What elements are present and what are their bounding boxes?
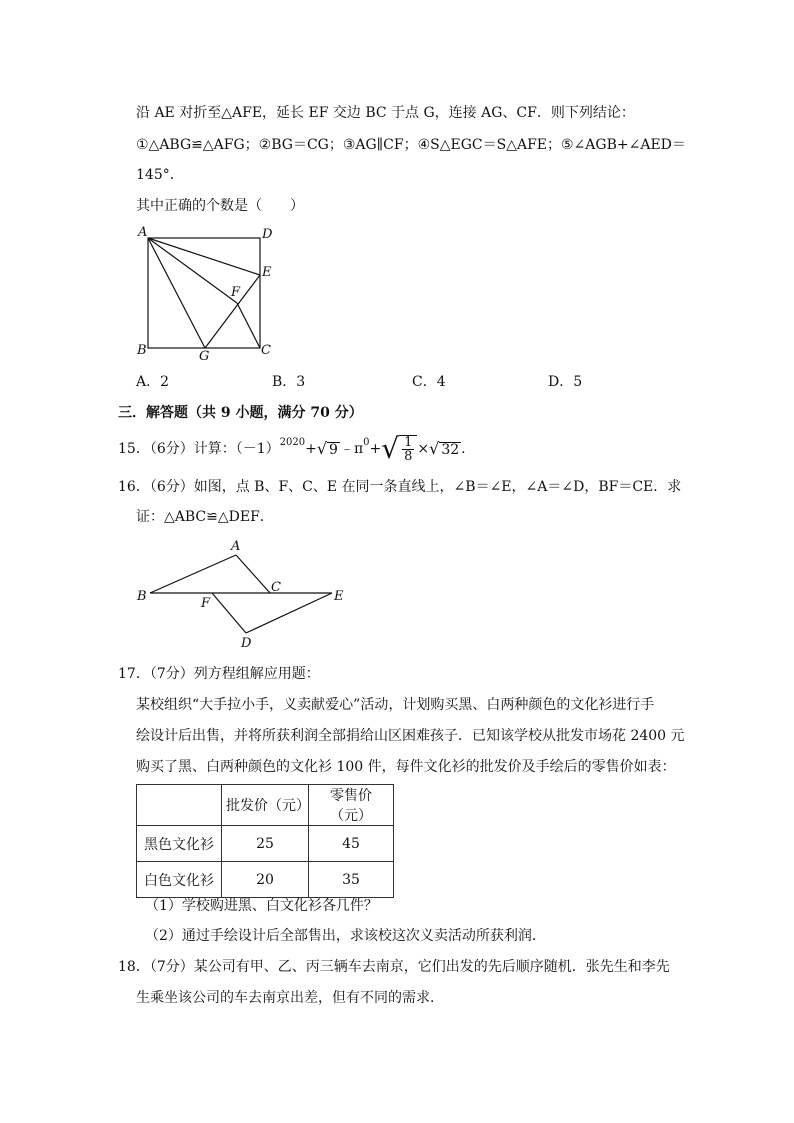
fig16-label-b: B [137, 589, 147, 604]
q14-option-c: C．4 [412, 374, 446, 390]
q17-sub2: （2）通过手绘设计后全部售出，求该校这次义卖活动所获利润． [145, 928, 546, 944]
q14-line4: 其中正确的个数是（ ） [136, 198, 304, 214]
q15-plus2: + [369, 441, 382, 457]
fig16-label-f: F [201, 596, 211, 611]
fig16-label-c: C [271, 580, 281, 595]
q16-line2: 证：△ABC≌△DEF． [136, 509, 274, 525]
q14-option-a: A．2 [136, 374, 170, 390]
table-row [137, 826, 394, 862]
q17-line2: 某校组织“大手拉小手，义卖献爱心”活动，计划购买黑、白两种颜色的文化衫进行手 [136, 697, 655, 713]
q14-option-b: B．3 [272, 374, 306, 390]
q16-line1: 16．（6分）如图，点 B、F、C、E 在同一条直线上，∠B＝∠E，∠A＝∠D，BF＝CE．求 [118, 479, 682, 495]
table-cell: 黑色文化衫 [137, 826, 222, 862]
table-header-cell: 批发价（元） [222, 785, 309, 826]
q14-line1: 沿 AE 对折至△AFE，延长 EF 交边 BC 于点 G，连接 AG、CF．则下列结论： [136, 105, 635, 121]
fig16-label-e: E [334, 589, 344, 604]
table-header-cell [137, 785, 222, 826]
q14-option-d: D．5 [548, 374, 583, 390]
label-e: E [262, 265, 272, 280]
frac-numerator: 1 [404, 435, 413, 450]
q18-line1: 18．（7分）某公司有甲、乙、丙三辆车去南京，它们出发的先后顺序随机．张先生和李先 [118, 959, 670, 975]
q14-line3: 145°． [136, 167, 184, 183]
q15-exponent: 2020 [279, 437, 306, 448]
label-c: C [261, 343, 271, 358]
label-b: B [137, 343, 147, 358]
q17-line4: 购买了黑、白两种颜色的文化衫 100 件，每件文化衫的批发价及手绘后的零售价如表： [136, 759, 676, 775]
q15-pi-exponent: 0 [363, 437, 370, 448]
q15-prefix: 15．（6分）计算：（－1） [118, 441, 280, 457]
frac-denominator: 8 [404, 449, 413, 464]
table-cell: 20 [222, 862, 309, 898]
table-cell: 35 [309, 862, 394, 898]
q15-plus1: + [305, 441, 317, 457]
q14-line2: ①△ABG≌△AFG；②BG＝CG；③AG∥CF；④S△EGC＝S△AFE；⑤∠AGB+∠AED＝ [136, 137, 686, 153]
fig16-label-a: A [231, 539, 241, 554]
sqrt-9: √ 9 [316, 439, 338, 458]
table-row [137, 862, 394, 898]
q18-line2: 生乘坐该公司的车去南京出差，但有不同的需求． [136, 990, 444, 1006]
table-header-cell: 零售价（元） [309, 785, 394, 826]
q17-line3: 绘设计后出售，并将所获利润全部捐给山区困难孩子．已知该学校从批发市场花 2400 元 [136, 728, 685, 744]
section-3-heading: 三．解答题（共 9 小题，满分 70 分） [118, 405, 363, 421]
table-cell: 白色文化衫 [137, 862, 222, 898]
table-cell: 25 [222, 826, 309, 862]
sqrt-32: √ 32 [429, 439, 460, 458]
fig16-label-d: D [241, 636, 252, 651]
table-header-row [137, 785, 394, 826]
q17-line1: 17．（7分）列方程组解应用题： [118, 666, 320, 682]
table-cell: 45 [309, 826, 394, 862]
label-d: D [262, 227, 273, 242]
q15-minus-pi: ﹣π [339, 441, 364, 457]
label-g: G [199, 349, 210, 364]
sqrt-fraction: √ $\frac{1}{8}$ [381, 435, 417, 463]
price-table [136, 784, 394, 898]
q17-sub1: （1）学校购进黑、白文化衫各几件？ [145, 898, 378, 914]
q15-end: . [461, 441, 466, 457]
q15-times: × [417, 441, 430, 457]
q15-expression [118, 434, 466, 464]
label-a: A [138, 225, 148, 240]
label-f: F [231, 285, 241, 300]
